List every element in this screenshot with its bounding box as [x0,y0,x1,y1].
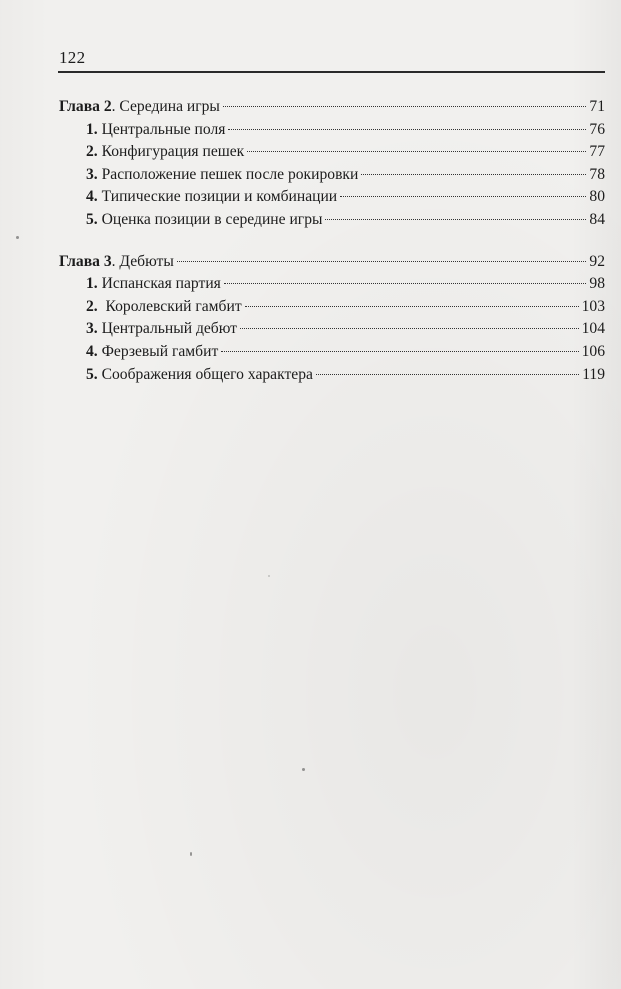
chapter-3 [59,251,605,387]
toc-entry-title [86,296,242,319]
dot-leader [245,306,579,307]
section-number: 5. [86,365,98,383]
dot-leader [228,129,586,130]
section-title: Ферзевый гамбит [97,342,219,360]
toc-section-row[interactable] [59,296,605,319]
toc-page-number: 80 [589,188,605,206]
section-number: 5. [86,210,98,228]
section-number: 1. [86,120,98,138]
dot-leader [316,374,579,375]
toc-page-number: 78 [589,165,605,183]
print-speck [190,852,192,856]
toc-chapter-row[interactable] [59,251,605,274]
print-speck [16,236,19,239]
print-speck [268,575,270,577]
dot-leader [325,219,586,220]
section-title: Расположение пешек после рокировки [97,165,359,183]
toc-page-number: 106 [581,342,605,360]
dot-leader [361,174,586,175]
dot-leader [221,351,578,352]
section-title: Типические позиции и комбинации [97,188,338,206]
chapter-2 [59,96,605,232]
toc-page-number: 98 [589,275,605,293]
toc-entry-title [59,251,174,274]
dot-leader [247,151,586,152]
section-title: Конфигурация пешек [97,143,245,161]
chapter-title: . Дебюты [111,252,174,270]
toc-page-number: 84 [589,210,605,228]
toc-section-row[interactable] [59,186,605,209]
section-title: Оценка позиции в середине игры [97,210,323,228]
section-number: 4. [86,188,98,206]
toc-entry-title [86,341,218,364]
toc-section-row[interactable] [59,341,605,364]
dot-leader [240,328,579,329]
page-number: 122 [59,48,86,67]
toc-section-row[interactable] [59,119,605,142]
section-title: Центральные поля [97,120,226,138]
toc-entry-title [86,318,237,341]
chapter-label: Глава 2 [59,98,112,115]
toc-entry-title [86,119,225,142]
dot-leader [340,196,586,197]
toc-section-row[interactable] [59,164,605,187]
section-number: 4. [86,342,98,360]
toc-entry-title [86,141,244,164]
toc-entry-title [86,186,337,209]
section-number: 1. [86,275,98,293]
section-number: 3. [86,320,98,338]
section-title: Центральный дебют [97,320,237,338]
header-rule [58,71,605,73]
section-title: Королевский гамбит [97,297,242,315]
dot-leader [224,283,587,284]
section-title: Соображения общего характера [97,365,313,383]
toc-page-number: 119 [582,365,605,383]
dot-leader [177,261,587,262]
section-number: 3. [86,165,98,183]
toc-entry-title [86,273,221,296]
toc-page-number: 103 [581,297,605,315]
toc-entry-title [86,364,313,387]
toc-page-number: 77 [589,143,605,161]
toc-section-row[interactable] [59,364,605,387]
toc-section-row[interactable] [59,273,605,296]
table-of-contents [59,96,605,405]
section-number: 2. [86,297,98,315]
toc-page-number: 92 [589,252,605,270]
toc-entry-title [59,96,220,119]
toc-page-number: 76 [589,120,605,138]
toc-section-row[interactable] [59,318,605,341]
section-title: Испанская партия [97,275,221,293]
dot-leader [223,106,587,107]
section-number: 2. [86,143,98,161]
toc-page-number: 104 [581,320,605,338]
chapter-label: Глава 3 [59,252,112,270]
print-speck [302,768,305,771]
toc-chapter-row[interactable] [59,96,605,119]
toc-section-row[interactable] [59,209,605,232]
chapter-title: . Середина игры [111,98,220,115]
toc-page-number: 71 [589,98,605,115]
toc-entry-title [86,209,322,232]
toc-section-row[interactable] [59,141,605,164]
toc-entry-title [86,164,358,187]
